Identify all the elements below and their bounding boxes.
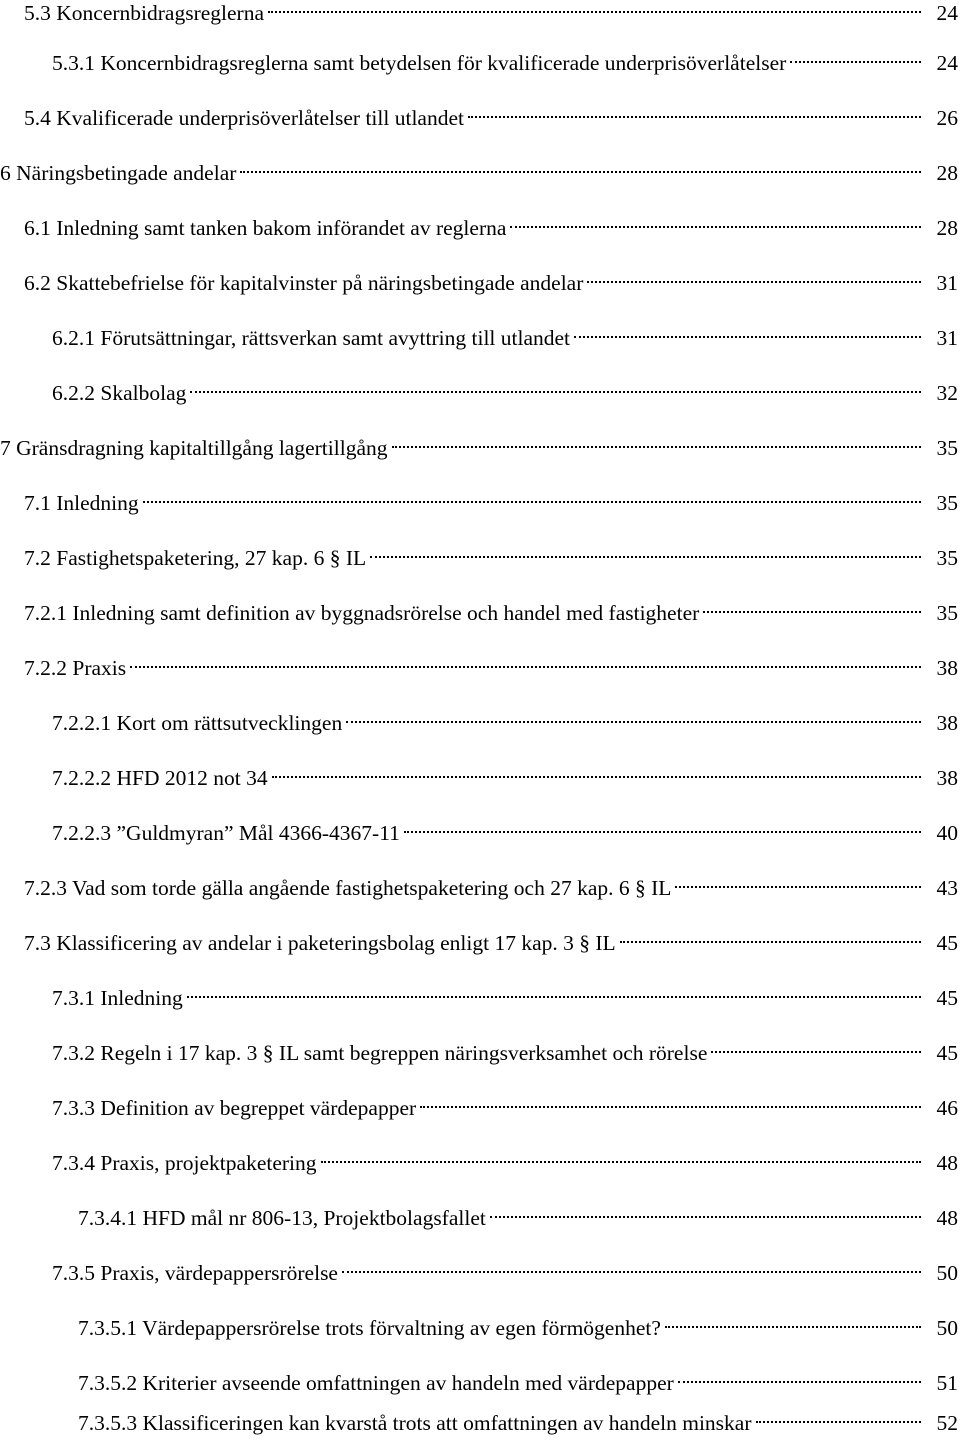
toc-entry[interactable] [0,1201,960,1235]
toc-entry[interactable] [0,0,960,30]
toc-entry-label: 7.2.2 Praxis [24,656,127,680]
toc-entry-page: 45 [936,986,958,1010]
toc-entry-label: 7.3.5 Praxis, värdepappersrörelse [52,1261,338,1285]
toc-entry[interactable] [0,266,960,300]
toc-entry-page: 35 [936,491,958,515]
toc-entry-label: 7.3.4.1 HFD mål nr 806-13, Projektbolagsfallet [78,1206,486,1230]
toc-entry[interactable] [0,651,960,685]
toc-entry-label: 6.2.2 Skalbolag [52,381,187,405]
toc-leader [620,941,921,943]
toc-entry-label: 6.2.1 Förutsättningar, rättsverkan samt avyttring till utlandet [52,326,571,350]
toc-entry-page: 48 [936,1151,958,1175]
toc-entry[interactable] [0,871,960,905]
toc-entry-page: 32 [936,381,958,405]
toc-entry[interactable] [0,1256,960,1290]
toc-entry[interactable] [0,1311,960,1345]
toc-entry-page: 52 [936,1411,958,1435]
toc-entry-page: 35 [936,601,958,625]
toc-leader [130,666,921,668]
toc-leader [790,61,921,63]
toc-entry[interactable] [0,981,960,1015]
toc-entry-page: 35 [936,436,958,460]
toc-entry-page: 40 [936,821,958,845]
toc-entry[interactable] [0,1146,960,1180]
toc-leader [510,226,921,228]
toc-entry-page: 31 [936,326,958,350]
toc-entry[interactable] [0,596,960,630]
toc-entry[interactable] [0,211,960,245]
toc-leader [404,831,921,833]
toc-entry-label: 7.3.1 Inledning [52,986,183,1010]
toc-leader [756,1421,922,1423]
toc-leader [490,1216,921,1218]
toc-leader [665,1326,921,1328]
toc-entry-page: 31 [936,271,958,295]
toc-entry-page: 38 [936,766,958,790]
toc-entry-label: 7.2 Fastighetspaketering, 27 kap. 6 § IL [24,546,367,570]
toc-entry-label: 7.3 Klassificering av andelar i paketeringsbolag enligt 17 kap. 3 § IL [24,931,616,955]
toc-entry-page: 43 [936,876,958,900]
toc-entry[interactable] [0,156,960,190]
toc-leader [675,886,921,888]
toc-entry-label: 7.3.3 Definition av begreppet värdepapper [52,1096,417,1120]
toc-entry-label: 7.3.5.1 Värdepappersrörelse trots förvaltning av egen förmögenhet? [78,1316,661,1340]
toc-entry[interactable] [0,1091,960,1125]
toc-leader [187,996,921,998]
toc-entry-page: 28 [936,161,958,185]
toc-entry[interactable] [0,816,960,850]
toc-entry-page: 35 [936,546,958,570]
toc-entry-label: 7.2.2.1 Kort om rättsutvecklingen [52,711,343,735]
toc-leader [703,611,921,613]
toc-entry-label: 7.2.1 Inledning samt definition av byggnadsrörelse och handel med fastigheter [24,601,700,625]
toc-entry[interactable] [0,321,960,355]
toc-leader [143,501,921,503]
toc-leader [346,721,921,723]
toc-entry[interactable] [0,431,960,465]
toc-entry-page: 28 [936,216,958,240]
toc-entry-page: 38 [936,711,958,735]
toc-entry[interactable] [0,486,960,520]
toc-leader [240,171,921,173]
toc-entry-page: 50 [936,1316,958,1340]
toc-entry-page: 51 [936,1371,958,1395]
toc-entry-page: 45 [936,1041,958,1065]
toc-entry-page: 48 [936,1206,958,1230]
toc-entry[interactable] [0,1036,960,1070]
toc-leader [392,446,922,448]
toc-leader [370,556,921,558]
toc-entry-label: 5.4 Kvalificerade underprisöverlåtelser till utlandet [24,106,464,130]
toc-leader [711,1051,921,1053]
toc-entry[interactable] [0,376,960,410]
toc-leader [342,1271,921,1273]
toc-entry[interactable] [0,706,960,740]
toc-entry-page: 38 [936,656,958,680]
toc-entry-label: 5.3 Koncernbidragsreglerna [24,1,264,25]
toc-leader [321,1161,921,1163]
toc-entry-page: 46 [936,1096,958,1120]
toc-entry-page: 50 [936,1261,958,1285]
toc-entry-label: 7 Gränsdragning kapitaltillgång lagertillgång [0,436,388,460]
toc-entry-page: 24 [936,1,958,25]
toc-entry-label: 7.3.2 Regeln i 17 kap. 3 § IL samt begreppen näringsverksamhet och rörelse [52,1041,708,1065]
toc-leader [268,11,921,13]
toc-entry-label: 7.3.5.2 Kriterier avseende omfattningen av handeln med värdepapper [78,1371,674,1395]
toc-entry-label: 6.2 Skattebefrielse för kapitalvinster på näringsbetingade andelar [24,271,584,295]
toc-leader [190,391,921,393]
toc-leader [587,281,921,283]
toc-entry-label: 7.2.3 Vad som torde gälla angående fastighetspaketering och 27 kap. 6 § IL [24,876,672,900]
toc-leader [468,116,921,118]
toc-entry-label: 5.3.1 Koncernbidragsreglerna samt betydelsen för kvalificerade underprisöverlåtelser [52,51,787,75]
toc-entry[interactable] [0,926,960,960]
toc-entry[interactable] [0,101,960,135]
toc-entry[interactable] [0,1406,960,1440]
toc-entry-page: 26 [936,106,958,130]
toc-entry-label: 7.2.2.2 HFD 2012 not 34 [52,766,268,790]
toc-entry[interactable] [0,46,960,80]
toc-leader [420,1106,921,1108]
toc-entry-page: 24 [936,51,958,75]
toc-leader [574,336,921,338]
toc-leader [272,776,921,778]
toc-entry-label: 7.1 Inledning [24,491,139,515]
toc-entry-label: 7.3.4 Praxis, projektpaketering [52,1151,317,1175]
toc-entry[interactable] [0,761,960,795]
toc-entry-label: 7.2.2.3 ”Guldmyran” Mål 4366-4367-11 [52,821,400,845]
toc-entry-label: 6 Näringsbetingade andelar [0,161,237,185]
toc-entry-page: 45 [936,931,958,955]
toc-leader [678,1381,921,1383]
toc-entry-label: 6.1 Inledning samt tanken bakom införandet av reglerna [24,216,507,240]
toc-entry[interactable] [0,541,960,575]
toc-entry-label: 7.3.5.3 Klassificeringen kan kvarstå trots att omfattningen av handeln minskar [78,1411,752,1435]
toc-entry[interactable] [0,1366,960,1400]
